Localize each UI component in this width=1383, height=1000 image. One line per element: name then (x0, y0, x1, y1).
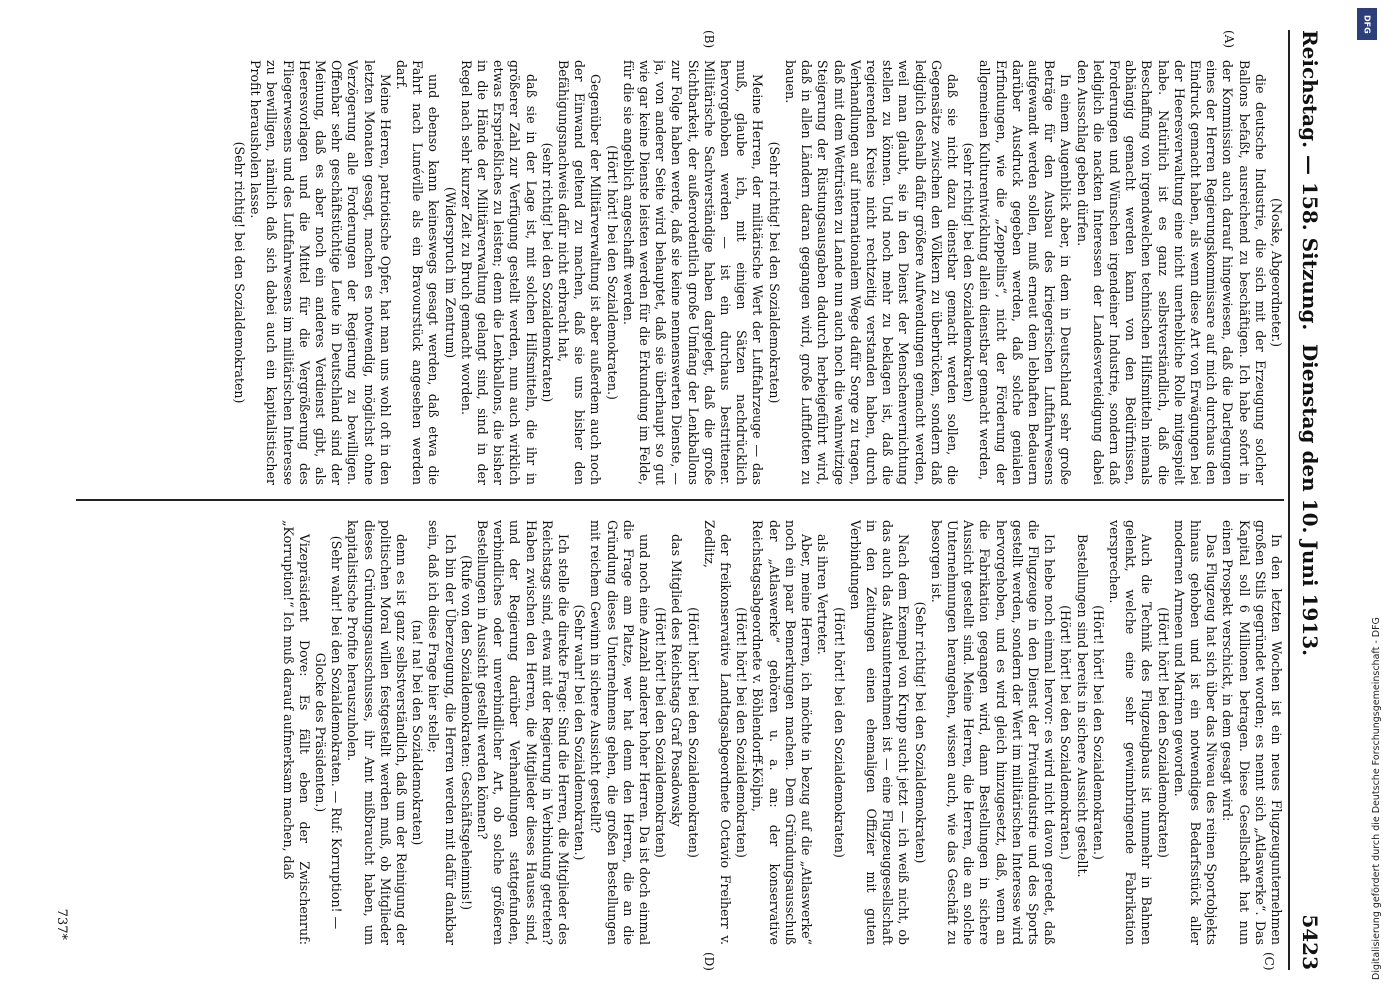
paragraph: Ich hebe noch einmal hervor: es wird nicht davon geredet, daß die Flugzeuge in den Dienst der Privatindustrie und des Sports gestellt werden, sondern der Wert im militärischen Interesse wird hervorgehoben, und es wird gleich hinzugesetzt, daß, wenn an die Fabrikation gegangen wird, dann Bestellungen in sichere Aussicht gestellt sind. Meine Herren, die Herren, die an solche Unternehmungen herangehen, wissen auch, wie das Geschäft zu besorgen ist. (928, 520, 1058, 945)
paragraph: Das Flugzeug hat sich über das Niveau des reinen Sportobjekts hinaus gehoben und ist ein notwendiges Bedarfsstück aller modernen Armeen und Marinen geworden. (1171, 520, 1220, 945)
margin-mark-b: (B) (702, 30, 716, 49)
paragraph: und ebenso kann keineswegs gesagt werden, daß etwa die Fahrt nach Lunéville als ein Bravourstück angesehen werden darf. (394, 60, 442, 485)
margin-mark-c: (C) (1262, 952, 1276, 971)
paragraph: und noch eine Anzahl anderer hoher Herren. Da ist doch einmal die Frage am Platze, wer hat denn den Herren, die an die Gründung dieses Unternehmens gehen, die großen Bestellungen mit reichem Gewinn in sichere Aussicht gestellt? (588, 520, 653, 945)
margin-mark-d: (D) (702, 952, 716, 971)
margin-mark-a: (A) (1222, 30, 1236, 49)
interjection: (Sehr wahr! bei den Sozialdemokraten. — Ruf: Korruption! — Glocke des Präsidenten.) (313, 535, 345, 930)
paragraph: Ich stelle die direkte Frage: Sind die Herren, die Mitglieder des Reichstags sind, etwa mit der Regierung in Verbindung getreten? Haben zwischen den Herren, die Mitglieder dieses Hauses sind, und der Regierung darüber Verhandlungen stattgefunden, verbindliches oder unverbindlicher Art, ob solche größeren Bestellungen in Aussicht gestellt werden können? (475, 520, 572, 945)
scanned-page (46, 0, 1336, 1000)
interjection: (Hört! hört! bei den Sozialdemokraten.) (604, 145, 620, 400)
left-text-column (86, 60, 1284, 485)
paragraph: das Mitglied des Reichstags Graf Posadowsky (669, 534, 685, 827)
interjection: (Hört! hört! bei den Sozialdemokraten) (831, 607, 847, 858)
column-separator (76, 499, 1284, 501)
interjection: (Hört! hört! bei den Sozialdemokraten) (1155, 607, 1171, 858)
interjection: (Hört! hört! bei den Sozialdemokraten) (685, 607, 701, 858)
interjection: (na! na! bei den Sozialdemokraten) (410, 619, 426, 846)
interjection: (Sehr richtig! bei den Sozialdemokraten) (912, 601, 928, 864)
paragraph: daß sie in der Lage ist, mit solchen Hilfsmitteln, die ihr in größerer Zahl zur Verfügung gestellt werden, nun auch wirklich etwas Ersprießliches zu leisten; denn die Lenkballons, die bisher in die Hände der Militärverwaltung gelangt sind, sind in der Regel nach sehr kurzer Zeit zu Bruch gemacht worden. (458, 60, 539, 485)
paragraph: die deutsche Industrie, die sich mit der Erzeugung solcher Ballons befaßt, ausreichend zu beschäftigen. Ich habe sofort in der Kommission auch darauf hingewiesen, daß die Darlegungen eines der Herren Regierungskommissare auf mich durchaus den Eindruck gemacht haben, als wenn diese Art von Erwägungen bei der Heeresverwaltung eine nicht unerhebliche Rolle mitgespielt habe. Natürlich ist es ganz selbstverständlich, daß die Beschaffung von irgendwelchen technischen Hilfsmitteln niemals abhängig gemacht werden kann von den Bedürfnissen, Forderungen und Wünschen irgendeiner Industrie, sondern daß lediglich die nackten Interessen der Landesverteidigung dabei den Ausschlag geben dürfen. (1074, 60, 1268, 485)
paragraph: Bestellungen sind bereits in sichere Aussicht gestellt. (1074, 534, 1090, 878)
paragraph: Auch die Technik des Flugzeugbaus ist nunmehr in Bahnen gelenkt, welche eine sehr gewinnbringende Fabrikation versprechen. (1106, 520, 1155, 945)
paragraph: Gegenüber der Militärverwaltung ist aber außerdem auch noch der Einwand geltend zu machen, daß sie uns bisher den Befähigungsnachweis dafür nicht erbracht hat, (556, 60, 604, 485)
paragraph: Aber, meine Herren, ich möchte in bezug auf die „Atlaswerke“ noch ein paar Bemerkungen machen. Dem Gründungsausschuß der „Atlaswerke“ gehören u. a. an: der konservative Reichstagsabgeordnete v. Böhlendorff-Kölpin, (750, 520, 815, 945)
paragraph: Meine Herren, der militärische Wert der Luftfahrzeuge — das muß, glaube ich, mit einigen Sätzen nachdrücklich hervorgehoben werden — ist ein durchaus bestrittener. Militärische Sachverständige haben dargelegt, daß die große Sichtbarkeit, der außerordentlich große Umfang der Lenkballons zur Folge haben werde, daß sie keine nennenswerten Dienste, — ja, von anderer Seite wird behauptet, daß sie überhaupt so gut wie gar keine Dienste leisten werden für die Erkundung im Felde, für die sie angeblich angeschafft werden. (620, 60, 766, 485)
footer-mark: 737* (54, 908, 69, 940)
interjection: (Hört! hört! bei den Sozialdemokraten) (653, 607, 669, 858)
interjection: (sehr richtig! bei den Sozialdemokraten) (539, 142, 555, 403)
paragraph: denn es ist ganz selbstverständlich, daß um der Reinigung der politischen Moral willen festgestellt werden muß, ob Mitglieder dieses Gründungsausschusses, ihr Amt mißbraucht haben, um kapitalistische Profite herauszuholen. (345, 520, 410, 945)
interjection: (Sehr wahr! bei den Sozialdemokraten.) (572, 604, 588, 861)
interjection: (Hört! hört! bei den Sozialdemokraten.) (1090, 605, 1106, 860)
page-header (1292, 30, 1322, 970)
dfg-logo: DFG (1357, 8, 1377, 40)
interjection: (Hört! hört! bei den Sozialdemokraten.) (1058, 605, 1074, 860)
interjection: (Widerspruch im Zentrum) (442, 186, 458, 359)
paragraph: Ich bin der Überzeugung, die Herren werden mit dafür dankbar sein, daß ich diese Frage hier stelle; (426, 520, 458, 945)
header-date: Dienstag den 10. Juni 1913. (1298, 343, 1322, 657)
paragraph: daß sie nicht dazu dienstbar gemacht werden sollen, die Gegensätze zwischen den Völkern zu überbrücken, sondern daß lediglich deshalb dafür größere Aufwendungen gemacht werden, weil man glaubt, sie in den Dienst der Menschenvernichtung stellen zu können. Und noch mehr zu beklagen ist, daß die regierenden Kreise nicht rechtzeitig verstanden haben, durch Verhandlungen auf internationalem Wege dafür Sorge zu tragen, daß mit dem Wettrüsten zu Lande nun auch noch die wahnwitzige Steigerung der Rüstungsausgaben dadurch herbeigeführt wird, daß in allen Ländern daran gegangen wird, große Luftflotten zu bauen. (782, 60, 960, 485)
paragraph: der freikonservative Landtagsabgeordnete Octavio Freiherr v. Zedlitz, (701, 520, 734, 945)
paragraph: Vizepräsident Dove: Es fällt eben der Zwischenruf: „Korruption!“ Ich muß darauf aufmerksam machen, daß (280, 520, 312, 945)
page-number: 5423 (1298, 914, 1322, 970)
right-text-column (86, 520, 1284, 945)
digitization-sidebar (1349, 0, 1383, 1000)
header-rule (1288, 30, 1290, 970)
paragraph: Nach dem Exempel von Krupp sucht jetzt — ich weiß nicht, ob das auch das Atlasunternehmen ist — eine Flugzeuggesellschaft in den Zeitungen einen ehemaligen Offizier mit guten Verbindungen (847, 520, 912, 945)
interjection: (Hört! hört! bei den Sozialdemokraten) (734, 607, 750, 858)
digitization-credit: Digitalisierung gefördert durch die Deutsche Forschungsgemeinschaft - DFG (1371, 617, 1382, 980)
interjection: (Noske, Abgeordneter.) (1269, 197, 1284, 348)
interjection: (Rufe von den Sozialdemokraten: Geschäftsgeheimnis!) (458, 555, 474, 910)
interjection: (Sehr richtig! bei den Sozialdemokraten) (232, 141, 247, 404)
interjection: (Sehr richtig! bei den Sozialdemokraten) (766, 141, 782, 404)
header-session: Reichstag. — 158. Sitzung. (1298, 30, 1322, 331)
paragraph: In einem Augenblick aber, in dem in Deutschland sehr große Beträge für den Ausbau des kriegerischen Luftfahrwesens aufgewandt werden sollen, muß erneut dem lebhaften Bedauern darüber Ausdruck gegeben werden, daß solche genialen Erfindungen, wie die „Zeppelins“, nicht der Förderung der allgemeinen Kulturentwicklung allein dienstbar gemacht werden, (977, 60, 1074, 485)
interjection: (sehr richtig! bei den Sozialdemokraten) (961, 142, 977, 403)
paragraph: als ihren Vertreter. (815, 534, 831, 655)
paragraph: In den letzten Wochen ist ein neues Flugzeugunternehmen großen Stils gegründet worden; es nennt sich „Atlaswerke“. Das Kapital soll 6 Millionen betragen. Diese Gesellschaft hat nun einen Prospekt verschickt, in dem gesagt wird: (1220, 520, 1284, 945)
paragraph: Meine Herren, patriotische Opfer, hat man uns wohl oft in den letzten Monaten gesagt, machen es notwendig, möglichst ohne Verzögerung alle Forderungen der Regierung zu bewilligen. Offenbar sehr geschäftstüchtige Leute in Deutschland sind der Meinung, daß es aber noch ein anderes Verdienst gibt, als Heeresvorlagen und die Mittel für die Vergrößerung des Fliegerwesens und des Luftfahrwesens im militärischen Interesse zu bewilligen, nämlich daß sich dabei auch ein kapitalistischer Profit herausholen lasse. (248, 60, 393, 485)
